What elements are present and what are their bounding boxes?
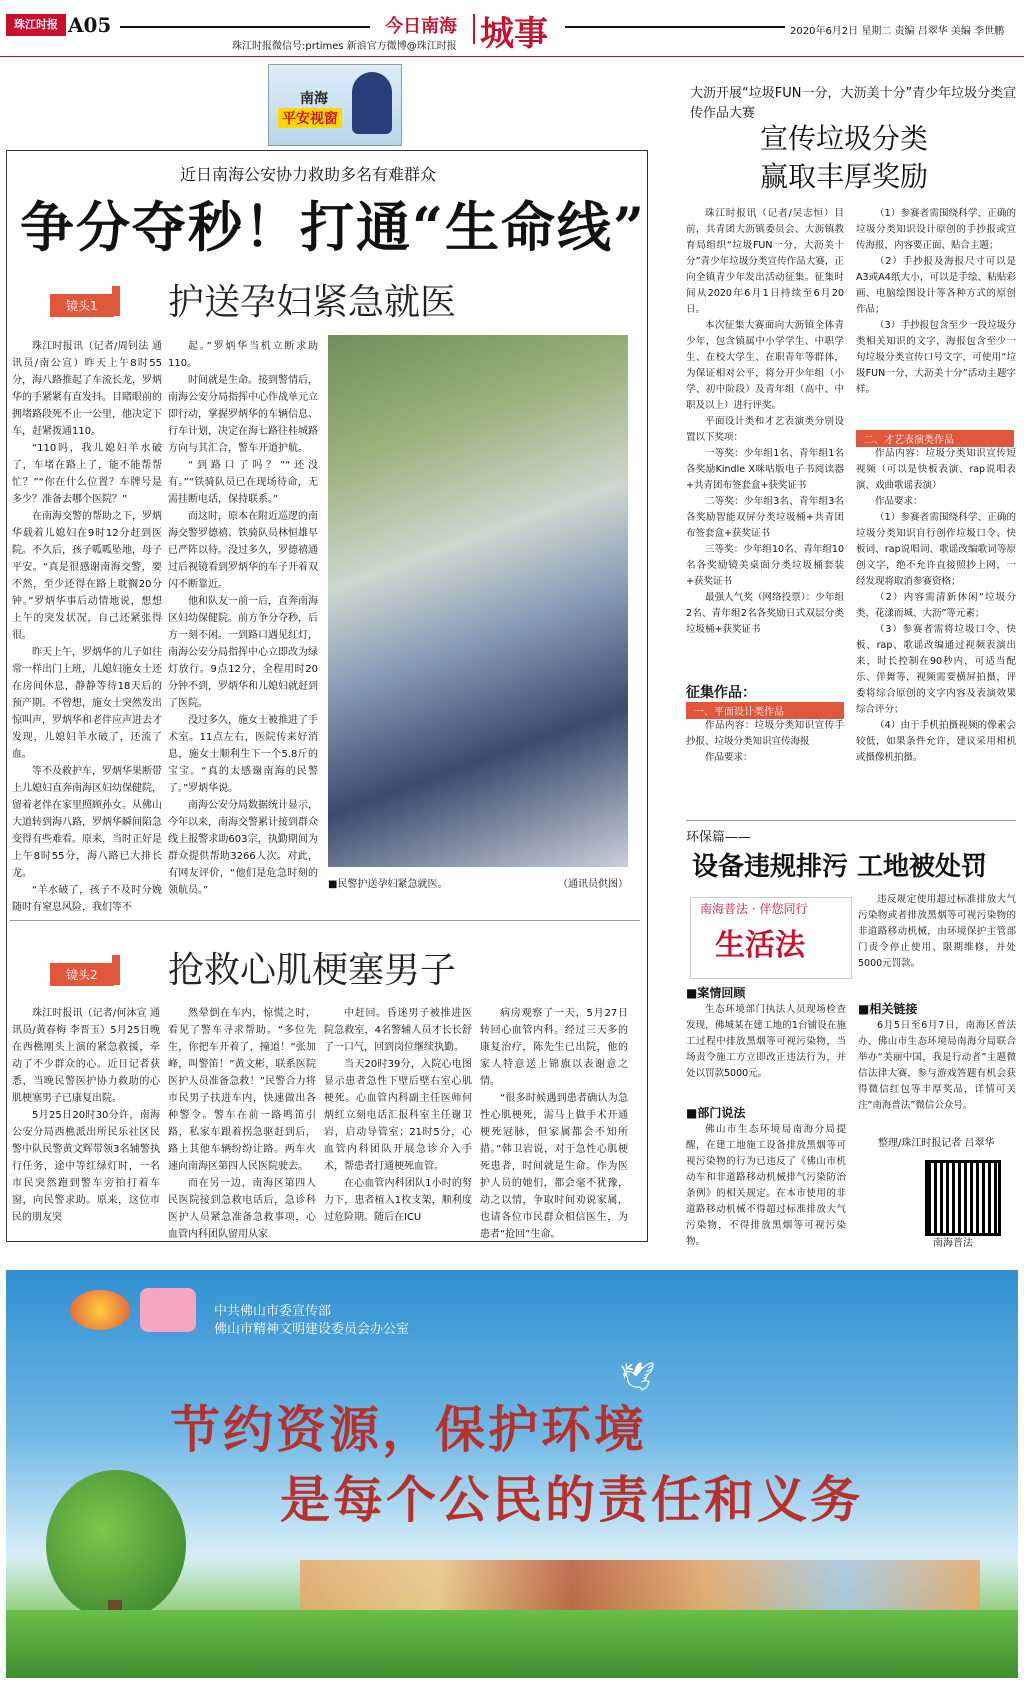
paragraph: “很多时候遇到患者确认为急性心肌梗死，需马上做手术开通梗死冠脉，但家属都会不知所措。”韩卫岩说，对于急性心肌梗死患者，时间就是生命。作为医护人员的她们，都会毫不犹豫，动之以情，争取时间劝说家属，也请各位市民群众相信医生，为患者“抢回”生命。 (480, 1093, 628, 1240)
paragraph: 三等奖：少年组10名、青年组10名各奖励镜美桌面分类垃圾桶套装+获奖证书 (686, 544, 844, 587)
dept-text-block (686, 1122, 846, 1247)
qr-label: 南海普法 (933, 1238, 973, 1249)
wechat-line: 珠江时报微信号:prtimes 新浪官方微博@珠江时报 (232, 41, 457, 52)
paragraph: 一等奖：少年组1名、青年组1名各奖励Kindle X咪咕版电子书阅读器+共青团布签套盒+获奖证书 (686, 448, 844, 491)
qr-code-icon (925, 1160, 1001, 1236)
part1-column-2 (168, 338, 318, 913)
paragraph: 等不及救护车，罗炳华果断带上儿媳妇直奔南海区妇幼保健院，留着老伴在家里照顾孙女。从佛山大道转到海八路，罗炳华瞬间陷急变得有些难看。原来，当时正好是上午8时55分，海八路已大排长龙。 (12, 766, 162, 879)
paragraph: 平面设计类和才艺表演类分别设置以下奖项： (686, 416, 844, 443)
paragraph: 6月5日至6月7日，南海区普法办、佛山市生态环境局南海分局联合举办“美丽中国，我是行动者”主题微信法律大赛，参与游戏答题有机会获得微信红包等丰厚奖品，详情可关注“南海普法”微信公众号。 (858, 1020, 1016, 1111)
paragraph: 病房观察了一天，5月27日转回心血管内科。经过三天多的康复治疗，陈先生已出院，他的家人特意送上锦旗以表谢意之情。 (480, 1008, 628, 1087)
header-rule-left (120, 26, 370, 28)
paragraph: 最强人气奖（网络投票）：少年组2名、青年组2名各奖励日式双层分类垃圾桶+获奖证书 (686, 592, 844, 635)
date-line: 2020年6月2日 星期二 责编 吕翠华 美编 李世鹏 (790, 26, 1005, 37)
case-heading: ■案情回顾 (686, 986, 746, 1000)
section-sub: 今日南海 (385, 16, 457, 37)
paragraph: （1）参赛者需围绕科学、正确的垃圾分类知识自行创作垃圾口令、快板词、rap说唱词、歌谣改编歌词等原创文字，绝不允许直接照抄上网，一经发现将取消参赛资格； (856, 512, 1016, 587)
paragraph: （2）内容需清新休闲“垃圾分类，花漾而城、大沥”等元素； (856, 592, 1016, 619)
photo-caption (328, 875, 628, 890)
paragraph: 作品要求： (875, 496, 923, 507)
part2-tag: 镜头2 (50, 963, 114, 986)
paragraph: 南海公安分局数据统计显示，今年以来，南海交警累计接到群众线上报警求助603宗，执勤期间为群众提供帮助3266人次。对此，有网友评价，“他们是危急时刻的领航员。” (168, 800, 318, 896)
paragraph: 然晕倒在车内，惊慌之时，看见了警车寻求帮助。“多位先生，你把车开着了，撞道！”张加峰，叫警笛！”黄文彬，联系医院医护人员准备急救！”民警合力将市民男子扶进车内，快速做出各种警令。警车在前一路鸣笛引路，私家车跟着拐急驱赶到后，路上其他车辆纷纷让路。两车火速向南海区第四人民医院驶去。 (168, 1008, 316, 1172)
part1-tag: 镜头1 (50, 294, 114, 317)
paragraph: 作品要求： (705, 752, 753, 763)
title-line1: 宣传垃圾分类 (760, 122, 929, 155)
paragraph: 5月25日20时30分许，南海公安分局西樵派出所民乐社区民警中队民警黄文辉带领3名辅警执行任务，途中等红绿灯时，一名市民突然跑到警车旁拍打着车窗，向民警求助。原来，这位市民的朋友突 (12, 1110, 160, 1223)
part2-column-4 (480, 1005, 628, 1240)
right-story-pretitle: 大沥开展“垃圾FUN一分，大沥美十分”青少年垃圾分类宣传作品大赛 (690, 86, 1017, 121)
part2-column-1 (12, 1005, 160, 1235)
part1-title: 护送孕妇紧急就医 (168, 282, 457, 323)
law-text-continued (858, 892, 1016, 992)
grass-field (6, 1610, 1018, 1678)
paper-logo: 珠江时报 (6, 14, 66, 36)
works-detail-1 (686, 718, 844, 810)
paragraph: 时间就是生命。接到警情后，南海公安分局指挥中心作战单元立即行动，掌握罗炳华的车辆信息、行车计划，决定在海七路往桂城路方向与其汇合，警车开道护航。 (168, 375, 318, 454)
paragraph: 珠江时报讯（记者/周钊法 通讯员/南公宣）昨天上午8时55分，海八路推起了车流长龙，罗炳华的手紧紧有直发抖。目睹眼前的拥堵路段死不止一公里，他决定下车，赶紧拨通110。 (12, 341, 162, 437)
paragraph: 没过多久，施女士被推进了手术室。11点左右，医院传来好消息，施女士顺利生下一个5.8斤的宝宝。“真的太感谢南海的民警了。”罗炳华说。 (168, 715, 318, 794)
works-heading: 征集作品： (686, 685, 756, 701)
badge-line1: 南海 (300, 91, 328, 107)
paragraph: 佛山市生态环境局南海分局提醒，在建工地施工设备排放黑烟等可视污染物的行为已违反了《佛山市机动车和非道路移动机械排气污染防治条例》的相关规定。在本市使用的非道路移动机械不得超过标准排放大气污染物，不得排放黑烟等可视污染物。 (686, 1124, 846, 1247)
story-kicker: 近日南海公安协力救助多名有难群众 (180, 165, 437, 184)
paragraph: 起。”罗炳华当机立断求助110。 (168, 341, 318, 369)
badge-line2: 平安视窗 (278, 108, 342, 128)
paragraph: （3）参赛者需将垃圾口令、快板、rap、歌谣改编通过视频表演出来，时长控制在90秒内，可适当配乐、伴舞等，视频需要横屏拍摄，评委将综合原创的文字内容及表演效果综合评分； (856, 624, 1016, 715)
tree-icon (46, 1470, 186, 1620)
paragraph: 违反规定使用超过标准排放大气污染物或者排放黑烟等可视污染物的非道路移动机械，由环境保护主管部门责令停止使用、限期维修，并处5000元罚款。 (858, 894, 1016, 969)
case-text-block (686, 1002, 846, 1098)
header-rule-right (565, 26, 785, 28)
works-bar-2: 二、才艺表演类作品 (856, 430, 1014, 447)
section-divider (473, 14, 475, 44)
editor-credit: 整理/珠江时报记者 吕翠华 (878, 1138, 995, 1149)
life-law-title: 生活法 (715, 928, 805, 963)
mascot-icon (140, 1288, 196, 1332)
paragraph: 作品内容：垃圾分类知识宣传短视频（可以是快板表演、rap说唱表演、戏曲歌谣表演） (856, 448, 1016, 491)
photo-credit: （通讯员供图） (558, 879, 628, 890)
news-photo (328, 335, 628, 867)
dept-heading: ■部门说法 (686, 1106, 746, 1120)
banner-slogan-1: 节约资源，保护环境 (170, 1400, 647, 1459)
part-divider (10, 920, 640, 921)
works-bar-1: 一、平面设计类作品 (686, 702, 844, 719)
civilization-logo-icon (70, 1290, 130, 1330)
paragraph: “110吗，我儿媳妇羊水破了，车堵在路上了，能不能帮帮忙？”“你在什么位置？车牌号是多少？准备去哪个医院？” (12, 443, 162, 505)
paragraph: 而在另一边，南海区第四人民医院接到急救电话后，急诊科医护人员紧急准备急救事项，心血管内科团队留用从家 (168, 1178, 316, 1240)
paragraph: （3）手抄报包含至少一段垃圾分类相关知识的文字，海报包含至少一句垃圾分类宣传口号文字，可使用“垃圾FUN一分，大沥美十分”活动主题字样。 (856, 320, 1016, 395)
banner-slogan-2: 是每个公民的责任和义务 (280, 1470, 863, 1529)
paragraph: “到路口了吗？”“还没有。”“铁骑队员已在现场待命，无需挂断电话，保持联系。” (168, 460, 318, 505)
right-story-title (760, 120, 928, 196)
caption-text: ■民警护送孕妇紧急就医。 (328, 879, 448, 890)
paragraph: （2）手抄报及海报尺寸可以是A3或A4纸大小，可以是手绘、粘贴彩画、电脑绘图设计等各种方式的原创作品； (856, 256, 1016, 315)
paragraph: 在心血管内科团队1小时的努力下，患者植入1枚支架，顺利度过危险期。随后在ICU (324, 1178, 472, 1223)
part2-title: 抢救心肌梗塞男子 (168, 950, 457, 991)
part1-column-1 (12, 338, 162, 913)
paragraph: 本次征集大赛面向大沥镇全体青少年，包含镇属中小学学生、中职学生、在校大学生、在职青年等群体，为保证相对公平，将分开少年组（小学、初中阶段）及青年组（高中、中职及以上）进行评奖。 (686, 320, 844, 411)
part2-tag-deco (112, 955, 120, 985)
link-heading: ■相关链接 (858, 1002, 918, 1016)
paragraph: 他和队友一前一后，直奔南海区妇幼保健院。前方争分夺秒，后方一刻不闲。一到路口遇见红灯，南海公安分局指挥中心立即改为绿灯放行。9点12分，全程用时20分钟不到，罗炳华和儿媳妇就赶到了医院。 (168, 596, 318, 709)
paragraph: 二等奖：少年组3名、青年组3名各奖励智能双屏分类垃圾桶+共青团布签套盒+获奖证书 (686, 496, 844, 539)
paragraph: （4）由于手机拍摄视频的像素会较低，如果条件允许，建议采用相机或摄像机拍摄。 (856, 720, 1016, 763)
page-number: A05 (68, 13, 112, 37)
paragraph: 生态环境部门执法人员现场检查发现，佛城某在建工地的1台铺设在施工过程中排放黑烟等可视污染物，当场责令施工方立即改正违法行为，并处以罚款5000元。 (686, 1004, 846, 1079)
police-mascot-icon (352, 72, 392, 134)
paragraph: 作品内容：垃圾分类知识宣传手抄报、垃圾分类知识宣传海报 (686, 720, 844, 747)
paragraph: 珠江时报讯（记者/吴志恒）目前，共青团大沥镇委员会、大沥镇教育局组织“垃圾FUN一分，大沥美十分”青少年垃圾分类宣传作品大赛，正向全镇青少年发出活动征集。征集时间从2020年6月1日持续至6月20日。 (686, 208, 844, 315)
paragraph: （1）参赛者需围绕科学、正确的垃圾分类知识设计原创的手抄报或宣传海报，内容要正面、贴合主题； (856, 208, 1016, 251)
paragraph: 珠江时报讯（记者/何沐宣 通讯员/黄春梅 李晋玉）5月25日晚在西樵刚头上演的紧急救援，牵动了不少群众的心。近日记者获悉，当晚民警医护协力救助的心肌梗塞男子已康复出院。 (12, 1008, 160, 1104)
paragraph: 在南海交警的帮助之下，罗炳华载着儿媳妇在9时12分赶到医院。不久后，孩子呱呱坠地，母子平安。“真是很感谢南海交警，要不然，至少还得在路上耽搁20分钟。”罗炳华事后动情地说，想想上午的突发状况，自己还紧张得很。 (12, 511, 162, 641)
right-story-column-2 (856, 206, 1016, 426)
life-law-tagline: 南海普法 · 伴您同行 (700, 902, 808, 916)
banner-org-2: 佛山市精神文明建设委员会办公室 (214, 1322, 410, 1337)
paragraph: 当天20时39分，入院心电图显示患者急性下壁后壁右室心肌梗死。心血管内科副主任医师何炳红立刻电话汇报科室主任谢卫岩，启动导管室；21时5分，心血管内科团队开展急诊介入手术，帮患者打通梗死血管。 (324, 1059, 472, 1172)
banner-org-1: 中共佛山市委宣传部 (214, 1304, 332, 1319)
story-headline: 争分夺秒！打通“生命线” (20, 195, 647, 259)
paragraph: 昨天上午，罗炳华的儿子如往常一样出门上班，儿媳妇施女士还在房间休息，静静等待18天后的预产期。不曾想，施女士突然发出惊叫声，罗炳华和老伴应声进去才发现，儿媳妇羊水破了，还流了血。 (12, 647, 162, 760)
part1-tag-deco (112, 286, 120, 316)
env-pretitle: 环保篇—— (686, 830, 752, 845)
part2-column-2 (168, 1005, 316, 1240)
section-title: 城事 (480, 14, 548, 54)
header-underline (0, 56, 1024, 57)
right-story-column-2b (856, 446, 1016, 811)
link-text-block (858, 1018, 1016, 1130)
paragraph: 中赶回。昏迷男子被推进医院急救室，4名警辅人员才长长舒了一口气，回到岗位继续执勤。 (324, 1008, 472, 1053)
env-title: 设备违规排污 工地被处罚 (692, 852, 988, 882)
right-divider (686, 820, 1016, 821)
paragraph: 而这时，原本在附近巡逻的南海交警罗德禧、铁骑队员林恒雄早已严阵以待。没过多久，罗德禧通过后视镜看到罗炳华的车子开着双闪不断靠近。 (168, 511, 318, 590)
title-line2: 赢取丰厚奖励 (760, 160, 929, 193)
right-story-column-1 (686, 206, 844, 701)
part2-column-3 (324, 1005, 472, 1235)
paragraph: “羊水破了，孩子不及时分娩随时有窒息风险，我们等不 (12, 885, 162, 913)
city-skyline (300, 1560, 980, 1610)
dove-icon: 🕊 (620, 1360, 656, 1393)
